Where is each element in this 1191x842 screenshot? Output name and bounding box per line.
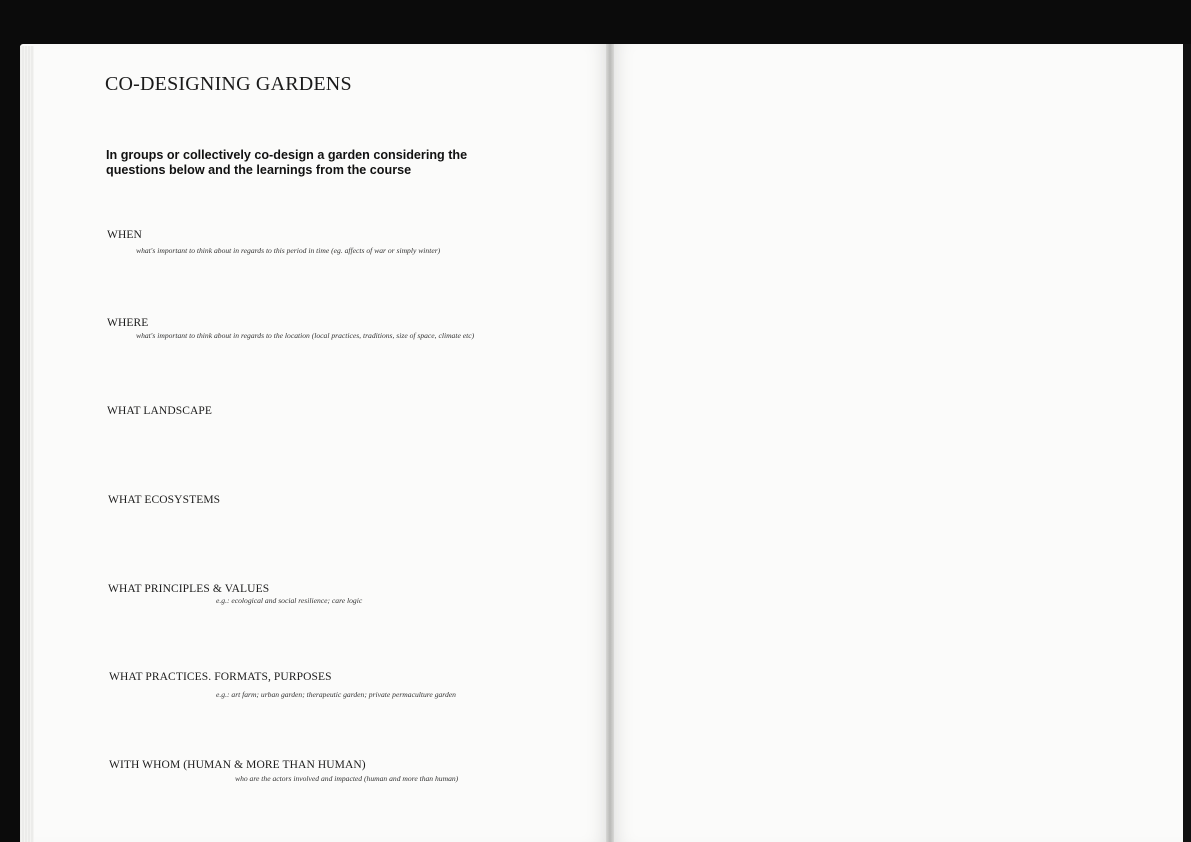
right-page-blank <box>610 44 1184 842</box>
prompt-with-whom-label: WITH WHOM (HUMAN & MORE THAN HUMAN) <box>109 759 366 771</box>
prompt-with-whom-hint: who are the actors involved and impacted (human and more than human) <box>235 774 459 783</box>
prompt-practices-label: WHAT PRACTICES. FORMATS, PURPOSES <box>109 671 332 683</box>
prompt-principles-label: WHAT PRINCIPLES & VALUES <box>108 583 270 595</box>
scan-edge <box>1183 44 1191 842</box>
prompt-where-hint: what's important to think about in regards to the location (local practices, traditions, size of space, climate etc) <box>136 331 475 340</box>
prompt-when-hint: what's important to think about in regards to this period in time (eg. affects of war or simply winter) <box>136 246 441 255</box>
page-edges <box>20 46 34 842</box>
prompt-where-label: WHERE <box>107 317 149 329</box>
page-title: CO-DESIGNING GARDENS <box>105 73 352 95</box>
prompt-when-label: WHEN <box>107 229 142 241</box>
book-spine <box>606 44 614 842</box>
intro-instructions: In groups or collectively co-design a garden considering the questions below and the learnings from the course <box>106 148 468 177</box>
prompt-practices-hint: e.g.: art farm; urban garden; therapeutic garden; private permaculture garden <box>216 690 456 699</box>
prompt-ecosystems-label: WHAT ECOSYSTEMS <box>108 494 221 506</box>
prompt-principles-hint: e.g.: ecological and social resilience; care logic <box>216 596 363 605</box>
prompt-landscape-label: WHAT LANDSCAPE <box>107 405 213 417</box>
